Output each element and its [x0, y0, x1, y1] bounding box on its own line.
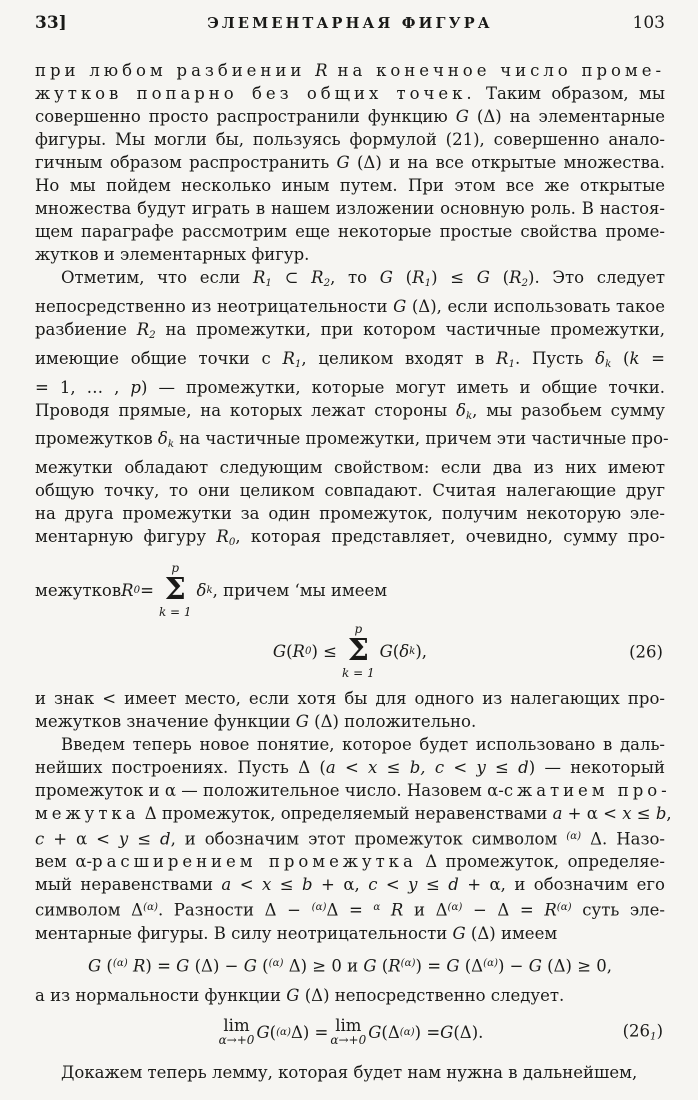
text-run: a	[221, 875, 232, 895]
text-run: множества будут играть в нашем изложении основную роль. В настоя-	[35, 199, 665, 218]
text-run: 2	[323, 277, 331, 289]
text-run: + α <	[562, 804, 623, 824]
text-line	[35, 376, 665, 399]
text-run: Отметим, что если	[61, 268, 253, 287]
text-run: , целиком входят в	[301, 348, 497, 368]
text-run: δ	[456, 400, 466, 420]
text-line	[35, 399, 665, 428]
text-run: 1	[650, 1031, 657, 1043]
text-run: Но мы пойдем несколько иным путем. При этом все же открытые	[35, 176, 665, 195]
text-run: , мы разобьем сумму	[472, 400, 666, 420]
text-run: <	[377, 875, 409, 895]
text-run: a < x	[325, 758, 378, 778]
text-run: (	[392, 642, 400, 662]
equation-text	[256, 1023, 328, 1042]
text-run: (Δ) ≥ 0,	[541, 956, 613, 976]
equation-text	[35, 952, 665, 977]
text-run: суть эле-	[571, 900, 665, 920]
text-run: R	[388, 956, 401, 976]
text-run: R	[121, 581, 134, 601]
text-run: d	[448, 875, 459, 895]
text-run: G	[440, 1022, 454, 1042]
text-run: (	[392, 268, 413, 287]
text-run: промежутков	[35, 429, 158, 449]
text-run: вем α-	[35, 852, 93, 872]
text-run: k	[465, 410, 473, 422]
paragraph-6	[35, 1061, 665, 1084]
text-run: y	[118, 829, 129, 849]
inequality-equation	[35, 952, 665, 977]
text-run: G	[393, 296, 407, 316]
text-run: (α)	[311, 902, 327, 914]
text-run: R	[292, 642, 305, 662]
text-run: G	[528, 956, 542, 976]
text-run: G	[455, 107, 469, 126]
text-line	[35, 105, 665, 128]
text-run: фигуры. Мы могли бы, пользуясь формулой (21), совершенно анало-	[35, 130, 665, 149]
text-run: δ	[196, 581, 207, 601]
text-run: 0	[228, 537, 236, 549]
text-run: G	[363, 956, 377, 976]
text-run: (α)	[276, 1026, 291, 1038]
summation-symbol	[342, 623, 375, 680]
text-run: R	[496, 348, 509, 368]
text-run: сжатием про-	[503, 781, 671, 801]
equation-text	[380, 642, 427, 661]
text-run: ) ≤	[311, 642, 338, 662]
text-run: жутков попарно без общих точек.	[35, 84, 476, 103]
text-run: ) ≤	[431, 268, 477, 287]
text-run: (Δ) и на все открытые множества.	[349, 153, 666, 172]
text-line	[35, 710, 665, 733]
text-line	[35, 525, 665, 554]
text-run: щем параграфе рассмотрим еще некоторые простые свойства проме-	[35, 222, 665, 241]
text-line	[35, 984, 665, 1007]
limit-operator	[330, 1017, 366, 1047]
text-run: G	[286, 986, 300, 1006]
text-run: Δ. Назо-	[581, 829, 665, 849]
text-run: (α)	[399, 1026, 415, 1038]
text-run: − Δ =	[462, 900, 545, 920]
lim-subscript: α→+0	[218, 1033, 255, 1048]
text-run: ) =	[145, 956, 177, 976]
text-run: ) =	[414, 1022, 441, 1042]
text-run: (α)	[143, 902, 158, 914]
text-run: a	[552, 804, 563, 824]
text-run: G	[256, 1022, 270, 1042]
text-run: G	[446, 956, 460, 976]
text-run: , которая представляет, очевидно, сумму про-	[235, 527, 665, 547]
text-run: + α <	[44, 829, 119, 849]
text-run: ментарную фигуру	[35, 527, 217, 547]
text-line	[35, 197, 665, 220]
text-run: c	[35, 829, 45, 849]
text-line	[35, 802, 672, 825]
sum-upper-limit: p	[171, 561, 180, 576]
text-run: разбиение	[35, 319, 137, 339]
text-line	[35, 427, 669, 456]
text-run: мый неравенствами	[35, 875, 222, 895]
text-run: , и обозначим этот промежуток символом	[170, 829, 567, 849]
equation-text	[35, 581, 154, 600]
text-run: G	[295, 712, 309, 732]
text-line	[35, 687, 665, 710]
text-run: R	[315, 61, 328, 80]
text-run: = 1, … ,	[35, 377, 131, 397]
running-header	[35, 13, 665, 33]
text-run: (	[376, 956, 389, 976]
text-run: Таким образом, мы	[475, 84, 665, 103]
section-number: 33]	[35, 13, 67, 33]
text-run: (Δ	[459, 956, 484, 976]
text-run: совершенно просто распространили функцию	[35, 107, 456, 126]
text-run: ,	[666, 804, 672, 824]
text-run: расширением промежутка	[92, 852, 417, 872]
text-run: k	[206, 585, 213, 597]
lim-subscript: α→+0	[330, 1033, 367, 1048]
text-run: ) — промежутки, которые могут иметь и общие точки.	[140, 377, 665, 397]
text-run: ≤	[485, 758, 519, 778]
text-run: . Пусть	[514, 348, 596, 368]
text-run: R	[412, 268, 425, 287]
text-run: , причем ‘мы имеем	[212, 581, 388, 601]
lim-word: lim	[335, 1016, 362, 1036]
text-run: x	[622, 804, 632, 824]
lim-word: lim	[223, 1016, 250, 1036]
text-run: 0	[133, 585, 141, 597]
text-run: (Δ) имеем	[465, 923, 558, 943]
text-run: . Разности Δ −	[157, 900, 312, 920]
text-line	[35, 825, 665, 850]
text-run: ≤	[377, 758, 410, 778]
sigma-icon: Σ	[347, 633, 369, 669]
text-run: b	[302, 875, 313, 895]
text-run: p	[130, 377, 141, 397]
text-run: ⊂	[271, 268, 312, 287]
text-run: имеющие общие точки с	[35, 348, 283, 368]
text-line	[35, 502, 665, 525]
text-run: (	[269, 1022, 277, 1042]
text-run: на друга промежутки за один промежуток, получим некоторую эле-	[35, 504, 665, 524]
text-run: α	[373, 902, 381, 914]
paragraph-3	[35, 687, 665, 733]
text-run: ) — некоторый	[528, 758, 665, 778]
text-run: 2	[149, 329, 156, 341]
text-run: на конечное число проме-	[327, 61, 665, 80]
text-line	[35, 174, 665, 197]
text-line	[35, 128, 665, 151]
text-run: k	[409, 646, 416, 658]
text-run: R	[311, 268, 324, 287]
text-run: R	[282, 348, 295, 368]
text-run: 1	[294, 358, 302, 370]
text-run: 2	[521, 277, 529, 289]
text-run: G	[368, 1022, 382, 1042]
text-run: k	[629, 348, 640, 368]
text-run: G	[452, 923, 466, 943]
text-line	[35, 82, 665, 105]
text-line	[35, 479, 665, 502]
text-run: ментарные фигуры. В силу неотрицательности	[35, 923, 453, 943]
sum-lower-limit: k = 1	[158, 605, 192, 620]
paragraph-1	[35, 59, 665, 266]
text-run: (Δ), если использовать такое	[406, 296, 665, 316]
text-run: b	[655, 804, 667, 824]
paragraph-2	[35, 266, 669, 554]
inline-sum-definition	[35, 562, 665, 619]
text-run: (	[286, 642, 293, 662]
text-run: G	[336, 153, 350, 172]
text-line	[35, 59, 665, 82]
text-run: (α)	[566, 831, 582, 843]
text-run: =	[140, 581, 154, 601]
text-line	[35, 922, 665, 945]
text-run: межутков	[35, 581, 122, 601]
text-line	[35, 733, 665, 756]
equation-text	[273, 642, 337, 661]
text-run: k	[605, 358, 612, 370]
text-line	[35, 266, 665, 295]
text-line	[35, 873, 665, 896]
paragraph-4	[35, 733, 672, 945]
text-line	[35, 220, 665, 243]
text-run: нейших построениях. Пусть Δ (	[35, 758, 326, 778]
text-run: Проводя прямые, на которых лежат стороны	[35, 400, 457, 420]
sigma-icon: Σ	[164, 572, 186, 608]
text-line	[35, 850, 665, 873]
text-line	[35, 243, 665, 266]
text-line	[35, 347, 665, 376]
text-run: Δ промежуток, определяемый неравенствами	[139, 804, 553, 824]
text-run: G	[379, 268, 393, 287]
text-run: b, c < y	[409, 758, 486, 778]
text-run: R	[132, 956, 146, 976]
running-head-title: ЭЛЕМЕНТАРНАЯ ФИГУРА	[207, 15, 493, 32]
text-run: (Δ) −	[189, 956, 244, 976]
limit-operator	[219, 1017, 255, 1047]
text-run: d	[160, 829, 171, 849]
text-run: межутков значение функции	[35, 712, 296, 732]
text-run: Δ =	[326, 900, 374, 920]
text-run: при любом разбиении	[35, 61, 316, 80]
text-run: 1	[508, 358, 515, 370]
text-run: (Δ) на элементарные	[468, 107, 665, 126]
sum-upper-limit: p	[354, 622, 363, 637]
text-run: y	[408, 875, 418, 895]
text-run: (Δ) непосредственно следует.	[299, 986, 565, 1006]
equation-text	[197, 581, 388, 600]
text-run: δ	[157, 429, 168, 449]
text-run: (α)	[268, 957, 284, 969]
text-run: (α)	[483, 957, 498, 969]
text-run: промежуток и α — положительное число. Назовем α-	[35, 781, 504, 801]
text-run: =	[639, 348, 666, 368]
text-run: (26	[622, 1021, 651, 1041]
text-run: k	[167, 439, 175, 451]
text-run: R	[136, 319, 150, 339]
text-run: Δ промежуток, определяе-	[416, 852, 665, 872]
text-line	[35, 151, 665, 174]
text-run: на промежутки, при котором частичные промежутки,	[155, 319, 665, 339]
page-number: 103	[632, 13, 665, 33]
text-run: (	[101, 956, 113, 976]
text-run: (Δ) положительно.	[308, 712, 477, 732]
text-run: непосредственно из неотрицательности	[35, 296, 394, 316]
text-run: Δ) =	[290, 1022, 329, 1042]
text-run: Введем теперь новое понятие, которое будет использовано в даль-	[61, 735, 665, 755]
summation-symbol	[159, 562, 192, 619]
text-run: 1	[265, 277, 272, 289]
text-run: δ	[399, 642, 410, 662]
text-run: δ	[595, 348, 606, 368]
text-run: (26)	[629, 642, 663, 662]
text-run: ) =	[415, 956, 447, 976]
text-line	[35, 1061, 665, 1084]
text-run: ),	[415, 642, 428, 662]
text-run: и Δ	[403, 900, 448, 920]
text-run: , то	[330, 268, 380, 287]
text-run: ≤	[128, 829, 160, 849]
text-run: (	[489, 268, 510, 287]
text-run: G	[476, 268, 490, 287]
text-run: ≤	[417, 875, 449, 895]
text-run: )	[656, 1021, 663, 1041]
text-line	[35, 896, 665, 921]
text-run: (α)	[112, 957, 128, 969]
text-line	[35, 318, 665, 347]
text-run: (α)	[447, 902, 463, 914]
text-run: 1	[424, 277, 432, 289]
text-run: межутка	[35, 804, 140, 824]
text-run: и знак < имеет место, если хотя бы для одного из налегающих про-	[35, 689, 665, 709]
text-run: а из нормальности функции	[35, 986, 287, 1006]
equation-text	[368, 1023, 483, 1042]
equation-26	[35, 623, 665, 680]
text-line	[35, 295, 665, 318]
text-run: R	[252, 268, 266, 287]
equation-number	[623, 1022, 663, 1043]
text-run: (	[611, 348, 630, 368]
text-run: G	[176, 956, 190, 976]
text-run: ≤	[271, 875, 303, 895]
text-run: <	[231, 875, 262, 895]
text-run: (Δ	[381, 1022, 400, 1042]
text-run: на частичные промежутки, причем эти частичные про-	[174, 429, 669, 449]
text-run: R	[216, 527, 229, 547]
text-run: ). Это следует	[528, 268, 666, 287]
text-line	[35, 756, 665, 779]
text-run: G	[272, 642, 287, 662]
text-run: G	[243, 956, 257, 976]
text-run: R	[380, 900, 404, 920]
text-run: x	[262, 875, 272, 895]
paragraph-5	[35, 984, 665, 1007]
text-run: G	[87, 956, 102, 976]
text-run: общую точку, то они целиком совпадают. Считая налегающие друг	[35, 481, 665, 501]
sum-lower-limit: k = 1	[342, 666, 375, 681]
text-run: межутки обладают следующим свойством: если два из них имеют	[35, 458, 665, 478]
text-run: + α,	[312, 875, 369, 895]
text-run: (α)	[400, 957, 416, 969]
text-run: (α)	[556, 902, 572, 914]
text-run: c	[368, 875, 378, 895]
text-run: Докажем теперь лемму, которая будет нам нужна в дальнейшем,	[61, 1063, 638, 1083]
text-run: (Δ).	[453, 1022, 484, 1042]
text-run: символом Δ	[35, 900, 144, 920]
text-run: гичным образом распространить	[35, 153, 337, 172]
text-line	[35, 779, 671, 802]
text-run: ) −	[497, 956, 529, 976]
text-run: 0	[304, 646, 312, 658]
text-run: R	[509, 268, 522, 287]
text-run: ≤	[631, 804, 656, 824]
text-run: d	[518, 758, 529, 778]
text-run: жутков и элементарных фигур.	[35, 245, 310, 264]
equation-26-1	[35, 1017, 665, 1047]
text-run: (	[256, 956, 269, 976]
text-run: + α, и обозначим его	[458, 875, 665, 895]
text-run: G	[379, 642, 393, 662]
text-run: R	[544, 900, 557, 920]
equation-number	[629, 642, 663, 661]
text-run: Δ) ≥ 0 и	[283, 956, 364, 976]
text-line	[35, 456, 665, 479]
